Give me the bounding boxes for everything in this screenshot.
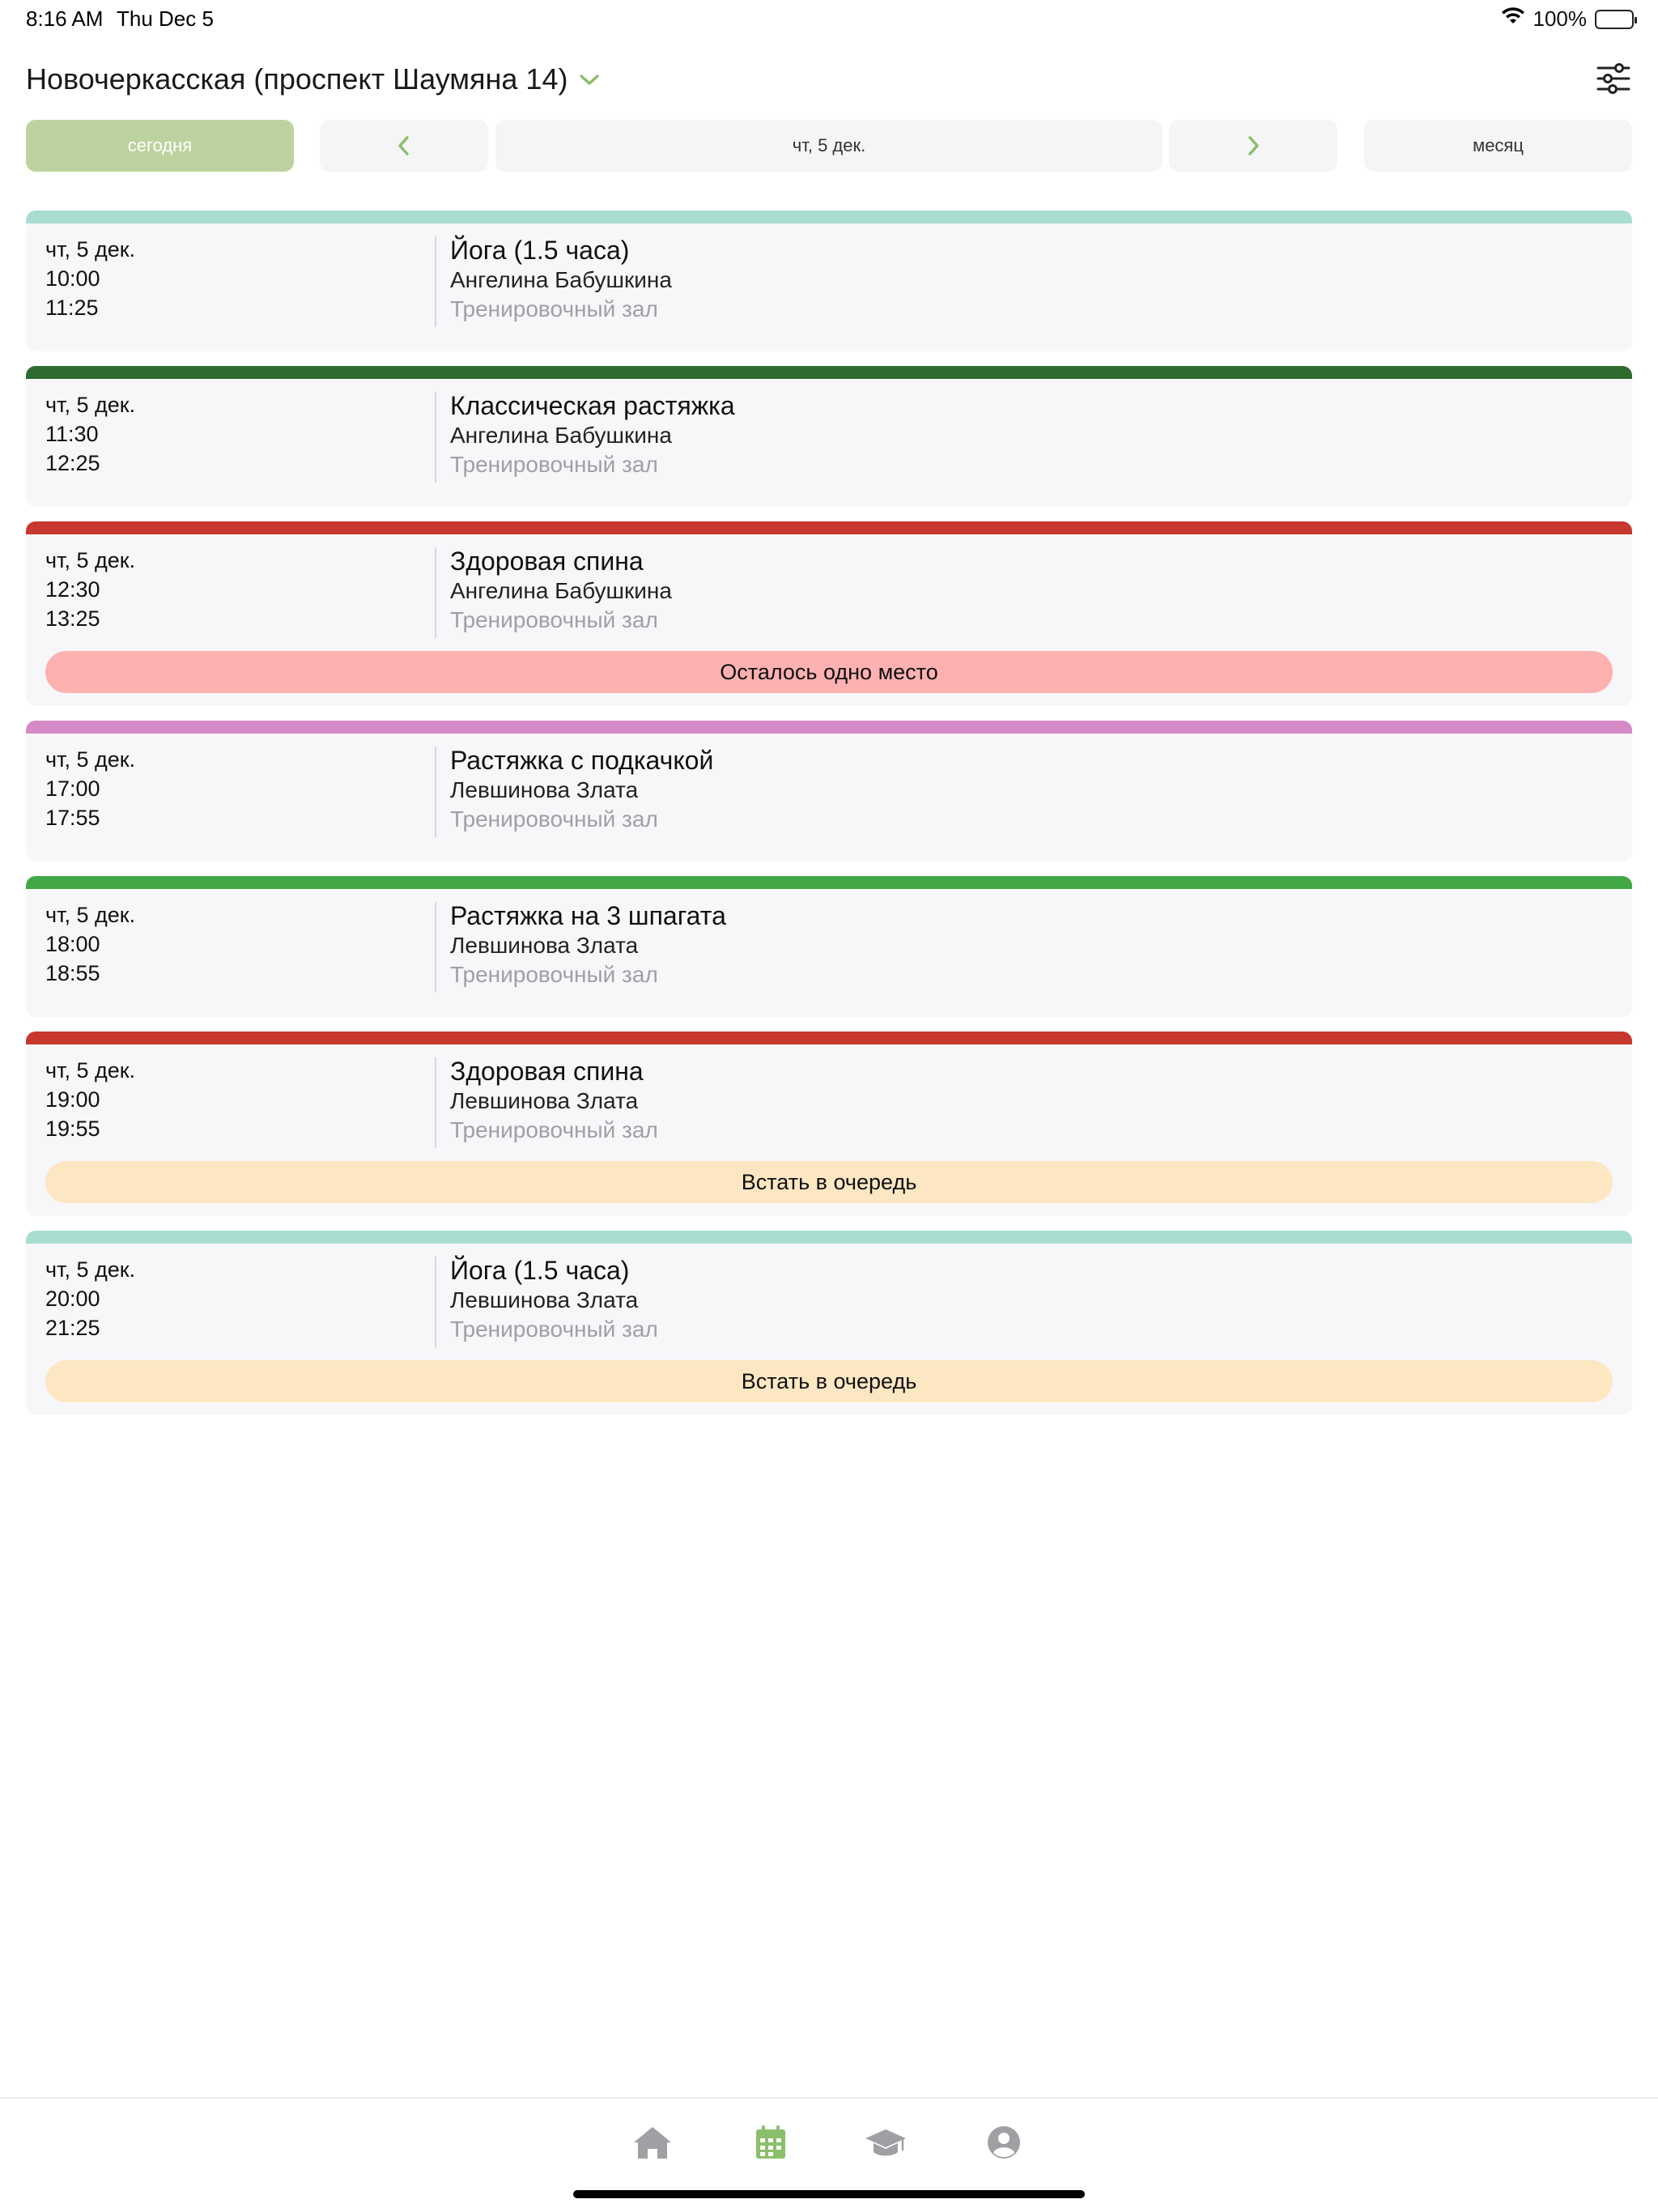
class-card-body	[26, 534, 1632, 706]
class-name: Растяжка на 3 шпагата	[450, 901, 726, 930]
class-card[interactable]	[26, 721, 1632, 861]
class-info	[450, 546, 672, 635]
class-time	[45, 546, 135, 633]
class-date: чт, 5 дек.	[45, 747, 136, 772]
class-room: Тренировочный зал	[450, 962, 658, 987]
class-date: чт, 5 дек.	[45, 1058, 136, 1083]
location-title[interactable]: Новочеркасская (проспект Шаумяна 14)	[26, 62, 568, 96]
class-info	[450, 1056, 658, 1145]
class-card-body	[26, 379, 1632, 507]
class-action-button[interactable]: Встать в очередь	[45, 1360, 1613, 1402]
class-room: Тренировочный зал	[450, 1317, 658, 1342]
class-card-body	[26, 223, 1632, 351]
status-date: Thu Dec 5	[117, 6, 214, 31]
class-card[interactable]	[26, 211, 1632, 351]
class-date: чт, 5 дек.	[45, 903, 136, 927]
schedule-list	[26, 211, 1632, 1430]
class-name: Йога (1.5 часа)	[450, 1256, 630, 1285]
home-indicator	[573, 2190, 1085, 2198]
class-end-time: 12:25	[45, 451, 100, 475]
class-end-time: 21:25	[45, 1316, 100, 1340]
class-start-time: 11:30	[45, 422, 99, 446]
class-date: чт, 5 дек.	[45, 1257, 136, 1282]
next-day-button[interactable]	[1169, 120, 1337, 172]
status-bar	[0, 0, 1658, 39]
date-navigation	[26, 120, 1632, 172]
class-name: Здоровая спина	[450, 547, 644, 576]
battery-icon	[1595, 10, 1634, 29]
battery-percent: 100%	[1533, 6, 1587, 31]
class-start-time: 10:00	[45, 266, 100, 291]
chevron-left-icon	[396, 134, 412, 157]
header	[26, 55, 1632, 104]
class-action-button[interactable]: Осталось одно место	[45, 651, 1613, 693]
class-trainer: Ангелина Бабушкина	[450, 578, 672, 603]
class-trainer: Левшинова Злата	[450, 1287, 639, 1312]
class-time	[45, 1056, 135, 1143]
class-end-time: 18:55	[45, 961, 100, 985]
class-color-bar	[26, 721, 1632, 734]
column-divider	[435, 236, 436, 327]
class-time	[45, 745, 135, 832]
calendar-icon	[755, 2125, 787, 2160]
class-date: чт, 5 дек.	[45, 237, 136, 262]
class-end-time: 11:25	[45, 296, 99, 320]
class-end-time: 13:25	[45, 606, 100, 631]
class-name: Растяжка с подкачкой	[450, 746, 714, 775]
class-time	[45, 1255, 135, 1342]
current-date-button[interactable]: чт, 5 дек.	[495, 120, 1163, 172]
status-indicators	[1501, 6, 1635, 32]
class-card-body	[26, 734, 1632, 861]
class-info	[450, 390, 735, 479]
column-divider	[435, 392, 436, 483]
tab-schedule[interactable]	[748, 2120, 793, 2165]
class-color-bar	[26, 1231, 1632, 1244]
tab-profile[interactable]	[981, 2120, 1027, 2165]
home-icon	[632, 2125, 673, 2160]
class-room: Тренировочный зал	[450, 452, 658, 477]
class-start-time: 12:30	[45, 577, 100, 602]
class-action-button[interactable]: Встать в очередь	[45, 1161, 1613, 1203]
filter-settings-icon[interactable]	[1595, 60, 1632, 97]
column-divider	[435, 902, 436, 993]
column-divider	[435, 1257, 436, 1347]
month-view-button[interactable]: месяц	[1364, 120, 1632, 172]
class-trainer: Левшинова Злата	[450, 933, 639, 958]
graduation-cap-icon	[864, 2125, 908, 2160]
wifi-icon	[1501, 6, 1525, 32]
class-trainer: Левшинова Злата	[450, 777, 639, 802]
class-info	[450, 745, 713, 834]
class-card-body	[26, 1244, 1632, 1415]
class-room: Тренировочный зал	[450, 607, 658, 632]
previous-day-button[interactable]	[320, 120, 488, 172]
class-name: Здоровая спина	[450, 1057, 644, 1086]
class-start-time: 20:00	[45, 1287, 100, 1311]
class-card-body	[26, 1044, 1632, 1216]
class-card[interactable]	[26, 521, 1632, 706]
class-name: Классическая растяжка	[450, 391, 735, 420]
class-trainer: Ангелина Бабушкина	[450, 267, 672, 292]
class-trainer: Левшинова Злата	[450, 1088, 639, 1113]
class-room: Тренировочный зал	[450, 806, 658, 832]
class-color-bar	[26, 211, 1632, 223]
chevron-down-icon[interactable]	[579, 73, 600, 91]
user-icon	[986, 2125, 1022, 2160]
class-card[interactable]	[26, 1032, 1632, 1216]
column-divider	[435, 547, 436, 638]
column-divider	[435, 747, 436, 837]
class-card-body	[26, 889, 1632, 1017]
column-divider	[435, 1057, 436, 1148]
class-color-bar	[26, 876, 1632, 889]
tab-courses[interactable]	[863, 2120, 908, 2165]
class-trainer: Ангелина Бабушкина	[450, 423, 672, 448]
class-info	[450, 235, 672, 324]
chevron-right-icon	[1245, 134, 1261, 157]
class-color-bar	[26, 1032, 1632, 1044]
today-button[interactable]: сегодня	[26, 120, 294, 172]
class-info	[450, 900, 726, 989]
class-end-time: 17:55	[45, 806, 100, 830]
class-room: Тренировочный зал	[450, 296, 658, 321]
class-start-time: 18:00	[45, 932, 100, 956]
class-color-bar	[26, 521, 1632, 534]
class-color-bar	[26, 366, 1632, 379]
class-time	[45, 900, 135, 988]
class-date: чт, 5 дек.	[45, 548, 136, 572]
class-room: Тренировочный зал	[450, 1117, 658, 1142]
tab-home[interactable]	[630, 2120, 675, 2165]
class-info	[450, 1255, 658, 1344]
class-time	[45, 235, 135, 322]
class-start-time: 17:00	[45, 776, 100, 801]
class-name: Йога (1.5 часа)	[450, 236, 630, 265]
class-start-time: 19:00	[45, 1087, 100, 1112]
class-time	[45, 390, 135, 478]
class-card[interactable]	[26, 1231, 1632, 1415]
class-date: чт, 5 дек.	[45, 393, 136, 417]
class-card[interactable]	[26, 876, 1632, 1017]
class-end-time: 19:55	[45, 1117, 100, 1141]
status-time: 8:16 AM	[26, 6, 104, 31]
class-card[interactable]	[26, 366, 1632, 507]
